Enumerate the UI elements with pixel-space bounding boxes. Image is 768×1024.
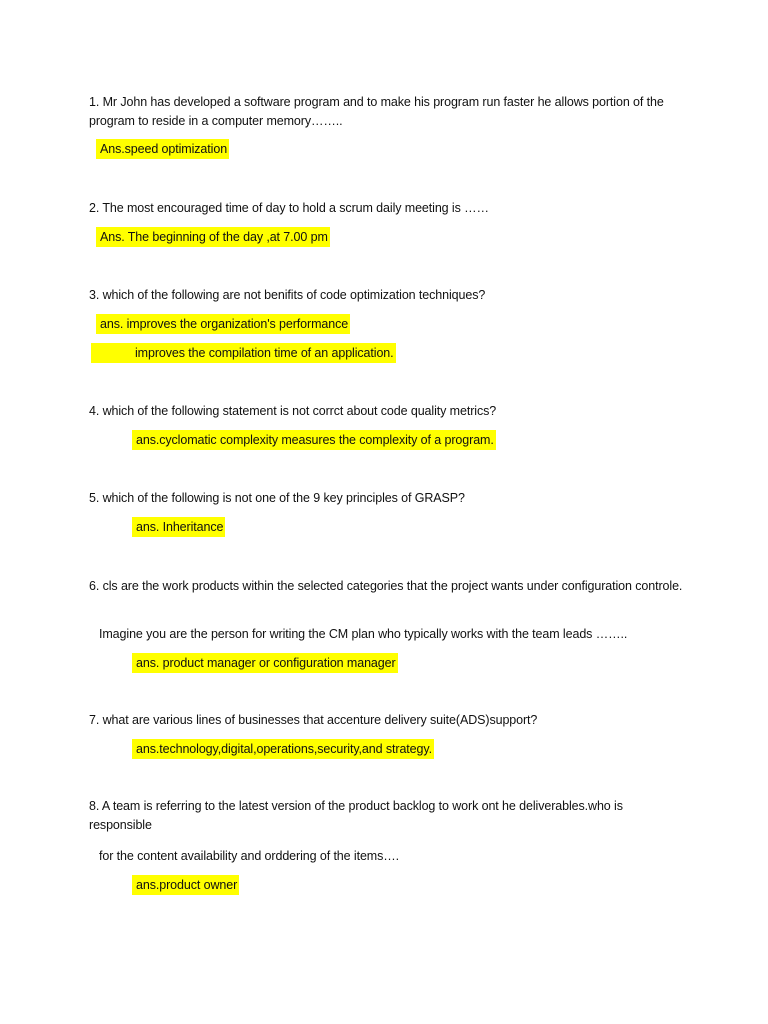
question-6-subtext: Imagine you are the person for writing the CM plan who typically works with the team leads ……..	[99, 627, 628, 641]
answer-6: ans. product manager or configuration manager	[132, 653, 398, 673]
answer-2: Ans. The beginning of the day ,at 7.00 pm	[96, 227, 330, 247]
question-8: 8. A team is referring to the latest version of the product backlog to work ont he deliverables.who is responsible	[89, 799, 623, 832]
question-8-subtext: for the content availability and orddering of the items….	[99, 849, 400, 863]
question-6: 6. cls are the work products within the selected categories that the project wants under configuration controle.	[89, 579, 683, 593]
answer-1: Ans.speed optimization	[96, 139, 229, 159]
question-7: 7. what are various lines of businesses that accenture delivery suite(ADS)support?	[89, 713, 538, 727]
answer-7: ans.technology,digital,operations,security,and strategy.	[132, 739, 434, 759]
answer-3-continued: improves the compilation time of an application.	[91, 343, 396, 363]
question-2: 2. The most encouraged time of day to hold a scrum daily meeting is ……	[89, 201, 489, 215]
question-1: 1. Mr John has developed a software program and to make his program run faster he allows portion of the program to reside in a computer memory……..	[89, 95, 664, 128]
question-3: 3. which of the following are not benifits of code optimization techniques?	[89, 288, 486, 302]
answer-4: ans.cyclomatic complexity measures the complexity of a program.	[132, 430, 496, 450]
answer-3: ans. improves the organization's performance	[96, 314, 350, 334]
answer-5: ans. Inheritance	[132, 517, 225, 537]
answer-8: ans.product owner	[132, 875, 239, 895]
question-4: 4. which of the following statement is not corrct about code quality metrics?	[89, 404, 497, 418]
question-5: 5. which of the following is not one of the 9 key principles of GRASP?	[89, 491, 465, 505]
